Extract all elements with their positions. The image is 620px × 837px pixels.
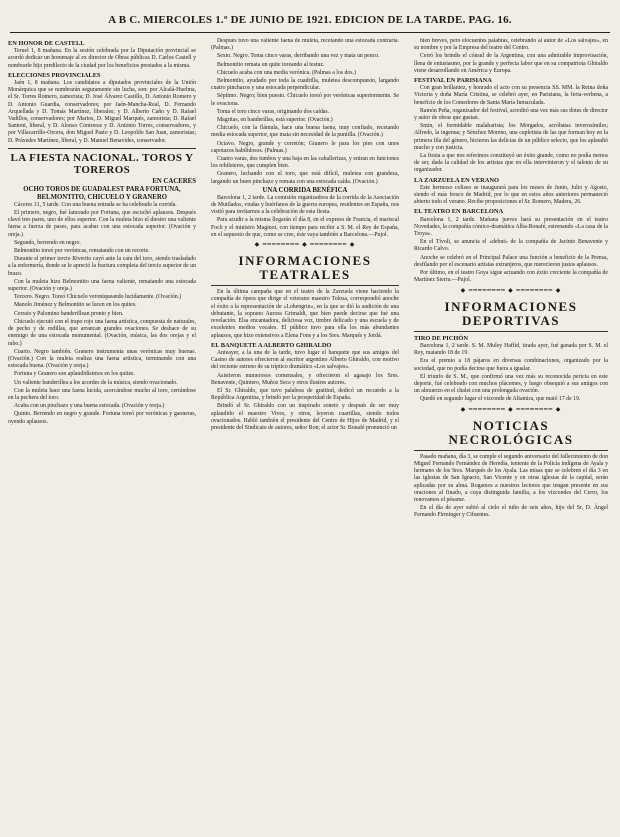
section-rule	[414, 450, 608, 451]
paragraph: Con la muleta hace una faena lucida, acercándose mucho al toro, cerrándose en la pechera del toro.	[8, 387, 196, 401]
paragraph: Con la muleta hizo Belmontito una faena valiente, rematando una estocada superior. (Ovación y oreja.)	[8, 278, 196, 293]
paragraph: Acaba con un pinchazo y una buena estocada. (Ovación y oreja.)	[14, 403, 165, 410]
paragraph: Fortuna y Granero son aplaudidísimos en los quites.	[14, 371, 135, 378]
section-rule	[8, 148, 196, 149]
paragraph: Un valiente banderillea a los acordes de la música, siendo ovacionado.	[14, 379, 178, 386]
column-2	[211, 38, 399, 828]
paragraph: Cuarto. Negro también. Granero instrumenta unas verónicas muy buenas. (Ovación.) Con la muleta realiza una faena artística, terminando con una estocada buena. (Ovación y oreja.)	[8, 348, 196, 370]
paragraph: Chicuelo, con la flámula, hace una buena faena, muy confiado, recetando media estocada superior, que mata sin necesidad de la puntilla. (Ovación.)	[211, 125, 399, 139]
paragraph: Toma el toro cinco varas, originando dos caídas.	[217, 108, 330, 115]
ornament-divider: ◆ ━━━━━━━━ ◆ ━━━━━━━━ ◆	[460, 287, 562, 294]
section-rule	[414, 331, 608, 332]
paragraph: El primero, negro, fué lanceado por Fortuna, que escuchó aplausos. Después clavó tres pares, uno de ellos superior. Con la muleta hizo el diestro una valiente faena a fuerza de pases, para acabar con una estocada superior. (Ovación y oreja.)	[8, 210, 196, 238]
header-rule	[10, 32, 610, 33]
paragraph: En el día de ayer subió al cielo el niño de seis años, hijo del Sr. D. Ángel Fernando Firminger y Cifuentes.	[414, 505, 608, 519]
ghiraldo-heading: EL BANQUETE A ALBERTO GHIRALDO	[211, 341, 332, 349]
paragraph: Por último, en el teatro Goya sigue actuando con éxito creciente la compañía de Martínez Sierra.—Pujol.	[414, 270, 608, 284]
parisiana-heading: FESTIVAL EN PARISIANA	[414, 77, 492, 85]
paragraph: Sexto. Negro. Toma cinco varas, derribando una vez y mata un penco.	[217, 53, 380, 60]
paragraph: Para acudir a la misma llegarán el día 8, en el expreso de Francia, el mariscal Foch y el ministro Maginot, con tiempo para recibir a S. M. el Rey de España, en el supuesto de que, como se cree, éste vaya también a Barcelona.—Pujol.	[211, 217, 399, 238]
teatrales-title: INFORMACIONES TEATRALES	[238, 253, 372, 283]
paragraph: Anteayer, a la una de la tarde, tuvo lugar el banquete que sus amigos del Casino de autores ofrecieron al escritor argentino Alberto Ghiraldo, con motivo del reciente estreno de su tríptico dramático «Los salvajes».	[211, 349, 399, 371]
castell-body: Teruel 1, 8 mañana. En la sesión celebrada por la Diputación provincial se acordó dedicar un homenaje al ex director de Obras públicas D. Carlos Castell y nombrarle hijo predilecto de la ciudad por los beneficios prestados a la misma.	[8, 48, 196, 69]
column-3	[414, 38, 608, 828]
paragraph: Barcelona 1, 2 tarde. Mañana jueves hará su presentación en el teatro Novedades, la compañía cómico-dramática Alba-Bonafé, estrenando «La casa de la Troya».	[414, 216, 608, 238]
paragraph: Con gran brillantez, y honrado el acto con su presencia SS. MM. la Reina doña Victoria y doña María Cristina, se celebró ayer, en Parisiana, la feria-verbena, a beneficio de los Comedores de Santa María Inmaculada.	[414, 85, 608, 106]
guadalest-subheading: OCHO TOROS DE GUADALEST PARA FORTUNA, BELMONTITO, CHICUELO Y GRANERO	[23, 185, 181, 201]
elecciones-heading: ELECCIONES PROVINCIALES	[8, 71, 101, 79]
paragraph: Cerrato y Palomino banderillean pronto y bien.	[14, 310, 124, 317]
paragraph: Barcelona 1, 2 tarde. La comisión organizadora de la corrida de la Asociación de Mutilados, viudas y huérfanos de la guerra europea, residentes en España, nos visitó para invitarnos a la celebración de esta fiesta.	[211, 194, 399, 216]
paragraph: En el Tívoli, se anuncia el «debut» de la compañía de Jacinto Benavente y Ricardo Calvo.	[414, 239, 608, 253]
paragraph: Tercero. Negro. Toreó Chicuelo veroniqueando lucidamente. (Ovación.)	[14, 294, 182, 301]
benefica-heading: UNA CORRIDA BENÉFICA	[262, 186, 348, 194]
fiesta-nacional-title: LA FIESTA NACIONAL. TOROS Y TOREROS	[10, 151, 194, 176]
paragraph: Cáceres 31, 5 tarde. Con una buena entrada se ha celebrado la corrida.	[14, 201, 177, 208]
verano-heading: LA ZARZUELA EN VERANO	[414, 176, 499, 184]
paragraph: Era el premio a 18 pájaros en diversas combinaciones, organizado por la sociedad, que no podía decirse que fuera a igualar.	[414, 358, 608, 372]
paragraph: Belmontito toreó por verónicas, rematando con un recorte.	[14, 248, 150, 255]
paragraph: Manolo Jiménez y Belmontito se lucen en los quites.	[14, 302, 137, 309]
paragraph: Después tuvo una valiente faena de muleta, recetando una estocada contraria. (Palmas.)	[211, 38, 399, 52]
castell-heading: EN HONOR DE CASTELL	[8, 40, 85, 47]
paragraph: Cerró los brindis el cónsul de la Argentina, con una admirable improvisación, llena de entusiasmo, por la grande y perfecta labor que en su compatriota Ghiraldo viene desarrollando en América y Europa.	[414, 53, 608, 74]
paragraph: bien breves, pero elocuentes palabras, celebrando al autor de «Los salvajes», en su nombre y por la Empresa del teatro del Centro.	[414, 38, 608, 52]
paragraph: Belmontito remata un quite toreando al testuz.	[217, 61, 325, 68]
paragraph: Belmontito, ayudado por toda la cuadrilla, muletea descompuesto, largando cuatro pinchazos y una estocada perpendicular.	[211, 78, 399, 92]
paragraph: Chicuelo ejecutó con el trapo rojo una faena artística, compuesta de naturales, de pecho y de rodillas, que arrancan grandes ovaciones. Se deshace de su enemigo de una estocada monumental. (Ovación, música, las dos orejas y el rabo.)	[8, 318, 196, 347]
paragraph: Brindó el Sr. Ghiraldo con un inspirado soneto y después de ser muy aplaudido el maestro Vives, y otros, leyeron cuartillas, siendo todos ovacionados. Habló también el presidente del Centro de Hijos de Madrid, y el presidente del Sindicato de autores, señor Ron; el actor Sr. Bonafé pronunció un	[211, 403, 399, 431]
paragraph: Barcelona 1, 2 tarde. S. M. Muley Haffid, tirada ayer, fué ganada por S. M. el Rey, matando 18 de 19.	[414, 342, 608, 357]
section-rule	[211, 285, 399, 286]
ornament-divider: ◆ ━━━━━━━━ ◆ ━━━━━━━━ ◆	[254, 242, 356, 249]
page-header: A B C. MIERCOLES 1.º DE JUNIO DE 1921. EDICION DE LA TARDE. PAG. 16.	[108, 14, 512, 26]
paragraph: Anoche se celebró en el Principal Palace una función a beneficio de la Prensa, desfilando por el escenario artistas extranjeros, que merecieron justos aplausos.	[414, 254, 608, 268]
paragraph: Este hermoso coliseo se inaugurará para los meses de Junio, Julio y Agosto, siendo el más fresco de Madrid, por lo que en estos años anteriores permaneció abierto todo el verano. Recibe proposiciones el Sr. Romero, Madera, 26.	[414, 184, 608, 206]
paragraph: Smin, el formidable malabarista; los Morgados, acróbatas inverosímiles; Alfredo, la ingenua; y Sénchez Moreno, una cupletista de las que forman hoy en la primera fila del género, hicieron las delicias de un público selecto, que los aplaudió mucho y con justicia.	[414, 123, 608, 151]
paragraph: Octavo. Negro, grande y corretón; Granero le para los pies con unos capotazos habilidosos. (Palmas.)	[211, 140, 399, 154]
necrologicas-title: NOTICIAS NECROLÓGICAS	[448, 417, 574, 447]
paragraph: Granero, luchando con el toro, que está difícil, muletea con grandeza, largando un buen pinchazo y remata con una estocada caída. (Ovación.)	[211, 171, 399, 185]
paragraph: Durante el primer tercio Riverito cayó ante la cara del toro, siendo trasladado a la enfermería, donde se le apreció la fractura completa del tercio superior de un brazo.	[8, 256, 196, 277]
deportivas-title: INFORMACIONES DEPORTIVAS	[444, 298, 578, 328]
paragraph: Pasado mañana, día 3, se cumple el segundo aniversario del fallecimiento de don Miguel Fernando Fernández de Heredia, teniente de la Policía indígena de Ayala y hermano de los Sres. Marqués de los Ayala. Las misas que se celebren el día 3 en las iglesias de San Ignacio, San Vicente y en otras iglesias de la capital, serán aplicadas por su alma. Rogamos a nuestros lectores que tengan presente en sus oraciones al finado, a cuya distinguida familia, a los vizcondes del Cerro, los renovamos el pésame.	[414, 453, 608, 503]
paragraph: Magritas, en banderillas, está superior. (Ovación.)	[217, 117, 333, 124]
paragraph: Ramón Peña, organizador del festival, acreditó una vez más sus dotes de director y autor de obras que gustan.	[414, 107, 608, 122]
paragraph: El Sr. Ghiraldo, que tuvo palabras de gratitud, dedicó un recuerdo a la República Argentina, y brindó por la prosperidad de España.	[211, 387, 399, 402]
paragraph: Asistieron numerosos comensales, y ofrecieron el agasajo los Sres. Benavente, Quintero, Muñoz Seca y otros ilustres autores.	[211, 372, 399, 386]
caceres-subheading: EN CACERES	[152, 177, 196, 185]
tiro-heading: TIRO DE PICHÓN	[414, 334, 468, 342]
paragraph: Séptimo. Negro; bien puesto. Chicuelo toreó por verónicas superiormente. Se le ovaciona.	[211, 93, 399, 107]
paragraph: En la última campaña que en el teatro de la Zarzuela viene haciendo la compañía de ópera que dirige el veterano maestro Tolosa, correspondió anoche el éxito a la representación de «Lohengrin», en la que se dió la audición de una debutante, la soprano Aurora Grimaldi, que bien puede decirse que fué una revelación. Elsa encantadora, deliciosa voz, timbre delicado y una escuela y de excelentes medios vocales. El público tuvo para ella los más abundantes aplausos, que hizo extensivos a Elena Fons y a los Sres. Marqués y Jordá.	[211, 289, 399, 339]
paragraph: Segundo, berrendo en negro.	[14, 239, 81, 246]
paragraph: Quinto. Berrendo en negro y grande. Fortuna toreó por verónicas y gaoneras, oyendo aplausos.	[8, 411, 196, 425]
elecciones-body: Jaén 1, 8 mañana. Los candidatos a diputados provinciales de la Unión Monárquica que se nombrarán seguramente sin lucha, son: por Alcalá-Huelma, el Sr. Torres Romero, zamorista; D. José Álvarez Castillo, D. Antonio Romero y D. Antonio Guardia, conservadores; por Jaén-Mancha-Real, D. Fernando Arquellada y D. Tomás Martínez, liberales; y D. Alberto Caño y D. Rafael Vadillos, conservadores; por Martos, D. Miguel Marqués, zamorista; D. Rafael Santoni, liberal, y D. Alonso Contreras y D. Antonio Torres, conservadores, y por Villacarrillo-Orcera, don Miguel Pasto y D. Leopoldo San Juan, zamoristas; D. Práxedes Martínez, liberal, y D. Manuel Benavides, conservador.	[8, 80, 196, 144]
column-1	[8, 38, 196, 828]
ornament-divider: ◆ ━━━━━━━━ ◆ ━━━━━━━━ ◆	[460, 406, 562, 413]
paragraph: El triunfo de S. M., que confirmó una vez más su reconocida pericia en este deporte, fué celebrado con muchos plácemes, y luego obsequió a sus amigos con un almuerzo en el chalet con una prolongada ovación.	[414, 373, 608, 395]
paragraph: La fiesta a que nos referimos constituyó un éxito grande, como no podía menos de ser, dada la calidad de los artistas que en ella intervinieron y el talento de su organizador.	[414, 153, 608, 174]
paragraph: Quedó en segundo lugar el vizconde de Altamira, que mató 17 de 19.	[420, 396, 581, 403]
paragraph: Cuatro varas, dos tumbos y una baja en las caballerizas, y entran en funciones los rehileteros, que cumplen bien.	[211, 156, 399, 170]
barcelona-heading: EL TEATRO EN BARCELONA	[414, 208, 504, 216]
paragraph: Chicuelo acaba con una media verónica. (Palmas a los dos.)	[217, 69, 356, 76]
